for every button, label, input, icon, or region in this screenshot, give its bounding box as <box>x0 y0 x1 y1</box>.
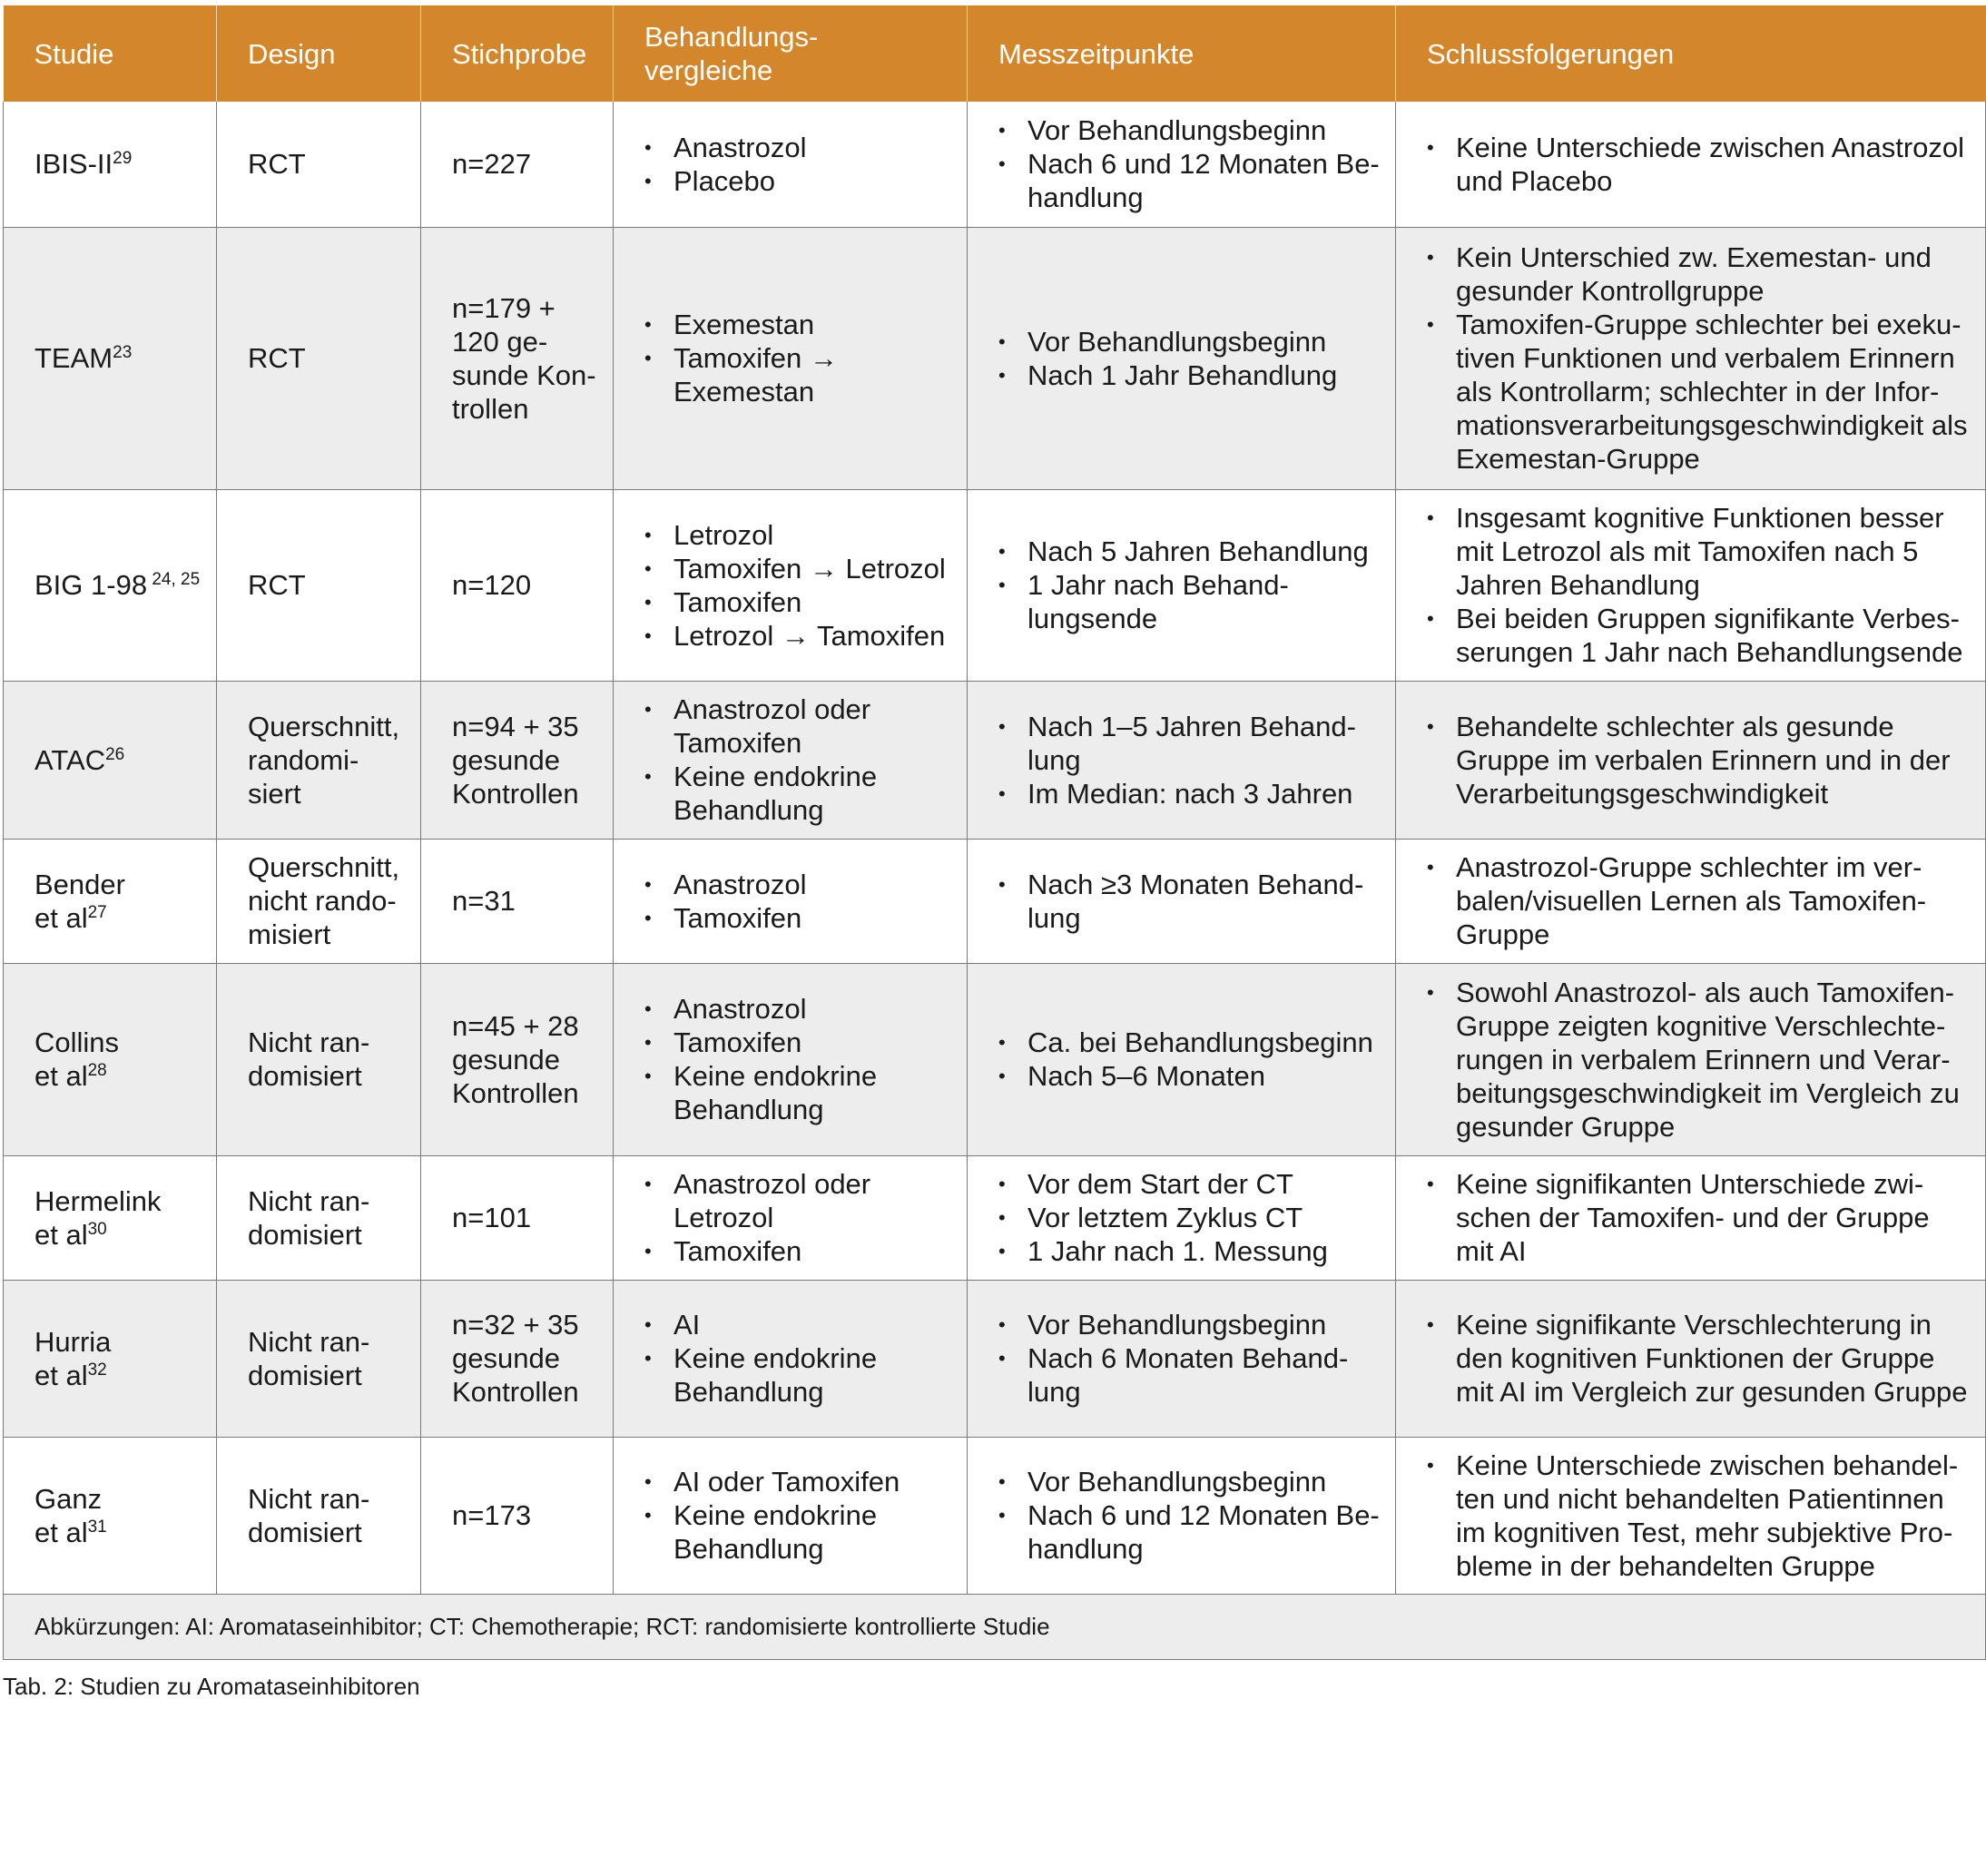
list-item <box>1423 1449 1971 1583</box>
bullet-icon: • <box>998 714 1006 738</box>
list-item <box>641 1498 952 1566</box>
cell-behandlungsvergleiche <box>614 963 968 1155</box>
header-messzeitpunkte: Messzeitpunkte <box>968 5 1396 102</box>
table-row <box>4 963 1986 1155</box>
cell-stichprobe-text: n=32 + 35 gesunde Kontrollen <box>452 1309 579 1408</box>
list-item-text: Nach 5 Jahren Behandlung <box>1027 535 1369 567</box>
list-item-text: Anastrozol-Gruppe schlechter im ver- balen/visuellen Lernen als Tamoxifen- Gruppe <box>1456 851 1927 950</box>
cell-design-text: Querschnitt, randomi- siert <box>248 710 400 810</box>
list-item-text: AI oder Tamoxifen <box>673 1466 900 1498</box>
cell-studie <box>4 102 217 227</box>
cell-design <box>217 102 421 227</box>
cell-schlussfolgerungen-list <box>1423 501 1971 669</box>
bullet-icon: • <box>644 765 652 788</box>
list-item-text: Nach ≥3 Monaten Behand- lung <box>1027 868 1364 934</box>
cell-stichprobe-text: n=227 <box>452 148 532 181</box>
list-item-text: Letrozol <box>673 518 774 551</box>
list-item-text: Keine endokrine Behandlung <box>673 1342 878 1408</box>
cell-stichprobe-text: n=94 + 35 gesunde Kontrollen <box>452 710 579 810</box>
bullet-icon: • <box>1427 714 1434 738</box>
cell-schlussfolgerungen-list <box>1423 1449 1971 1583</box>
bullet-icon: • <box>1427 856 1434 879</box>
cell-stichprobe <box>421 963 614 1155</box>
cell-schlussfolgerungen-list <box>1423 710 1971 810</box>
table-caption: Tab. 2: Studien zu Aromataseinhibitoren <box>3 1673 420 1700</box>
bullet-icon: • <box>998 1347 1006 1370</box>
bullet-icon: • <box>998 781 1006 805</box>
cell-design-text: RCT <box>248 342 306 374</box>
bullet-icon: • <box>1427 980 1434 1004</box>
cell-design-text: RCT <box>248 148 306 181</box>
bullet-icon: • <box>644 1240 652 1262</box>
list-item-text: Vor Behandlungsbeginn <box>1027 1309 1327 1341</box>
bullet-icon: • <box>998 1313 1006 1336</box>
cell-behandlungsvergleiche-list <box>641 131 952 198</box>
list-item <box>1423 850 1971 951</box>
list-item <box>995 359 1381 392</box>
list-item-text: Keine Unterschiede zwischen behandel- ten und nicht behandelten Patientinnen im kognitiven Test, mehr subjektive Pro- bleme in der behandelten Gruppe <box>1456 1449 1959 1582</box>
cell-studie <box>4 1437 217 1594</box>
cell-stichprobe-text: n=101 <box>452 1202 532 1233</box>
bullet-icon: • <box>644 1173 652 1195</box>
list-item <box>641 992 952 1026</box>
list-item <box>995 1201 1381 1234</box>
cell-messzeitpunkte <box>968 963 1396 1155</box>
reference-superscript: 32 <box>87 1360 107 1380</box>
cell-schlussfolgerungen-list <box>1423 241 1971 476</box>
table-row <box>4 1280 1986 1437</box>
cell-design <box>217 227 421 489</box>
list-item <box>641 518 952 552</box>
list-item <box>641 1341 952 1409</box>
cell-messzeitpunkte-list <box>995 535 1381 635</box>
list-item <box>641 901 952 935</box>
list-item <box>1423 308 1971 476</box>
cell-stichprobe-text: n=31 <box>452 885 516 917</box>
list-item-text: Vor Behandlungsbeginn <box>1027 114 1327 147</box>
list-item-text: Tamoxifen <box>673 1235 802 1267</box>
list-item-text: Anastrozol oder Tamoxifen <box>673 693 871 759</box>
list-item <box>1423 1167 1971 1268</box>
cell-schlussfolgerungen <box>1396 1437 1986 1594</box>
list-item <box>995 147 1381 214</box>
cell-schlussfolgerungen <box>1396 963 1986 1155</box>
cell-behandlungsvergleiche-list <box>641 1465 952 1566</box>
list-item <box>995 1234 1381 1268</box>
cell-design <box>217 839 421 963</box>
cell-behandlungsvergleiche <box>614 681 968 839</box>
cell-studie-text: BIG 1-98 <box>34 569 148 601</box>
cell-stichprobe <box>421 489 614 681</box>
cell-design <box>217 1437 421 1594</box>
list-item-text: Nach 6 Monaten Behand- lung <box>1027 1342 1349 1408</box>
list-item-text: Tamoxifen-Gruppe schlechter bei exeku- tiven Funktionen und verbalem Erinnern als Kontrollarm; schlechter in der Infor- mationsverarbeitungsgeschwindigkeit als Exemestan-Gruppe <box>1456 309 1968 475</box>
list-item-text: Keine endokrine Behandlung <box>673 761 878 826</box>
list-item <box>995 1498 1381 1566</box>
bullet-icon: • <box>644 1031 652 1054</box>
reference-superscript: 27 <box>87 902 107 922</box>
list-item-text: Bei beiden Gruppen signifikante Verbes- serungen 1 Jahr nach Behandlungsende <box>1456 603 1963 668</box>
cell-stichprobe <box>421 227 614 489</box>
list-item <box>1423 501 1971 602</box>
cell-schlussfolgerungen <box>1396 227 1986 489</box>
bullet-icon: • <box>998 1470 1006 1493</box>
cell-behandlungsvergleiche <box>614 102 968 227</box>
table-row <box>4 839 1986 963</box>
cell-behandlungsvergleiche <box>614 1155 968 1280</box>
cell-messzeitpunkte-list <box>995 113 1381 214</box>
table-body <box>4 102 1986 1659</box>
list-item <box>641 692 952 760</box>
list-item <box>641 619 952 653</box>
bullet-icon: • <box>1427 506 1434 529</box>
cell-messzeitpunkte <box>968 1437 1396 1594</box>
cell-schlussfolgerungen-list <box>1423 1308 1971 1409</box>
list-item <box>995 113 1381 147</box>
reference-superscript: 28 <box>87 1061 107 1080</box>
cell-stichprobe <box>421 102 614 227</box>
list-item <box>641 868 952 901</box>
cell-behandlungsvergleiche-list <box>641 868 952 935</box>
list-item <box>995 1059 1381 1093</box>
table-header-row <box>4 5 1986 102</box>
header-schlussfolgerungen: Schlussfolgerungen <box>1396 5 1986 102</box>
list-item <box>641 164 952 198</box>
cell-schlussfolgerungen-list <box>1423 131 1971 198</box>
cell-studie <box>4 839 217 963</box>
bullet-icon: • <box>644 624 652 647</box>
list-item <box>995 1308 1381 1341</box>
bullet-icon: • <box>1427 1173 1434 1195</box>
bullet-icon: • <box>644 169 652 192</box>
bullet-icon: • <box>644 1470 652 1493</box>
cell-stichprobe <box>421 1280 614 1437</box>
cell-studie <box>4 1280 217 1437</box>
list-item <box>641 1308 952 1341</box>
bullet-icon: • <box>998 1065 1006 1087</box>
list-item-text: Sowohl Anastrozol- als auch Tamoxifen- Gruppe zeigten kognitive Verschlechte- rungen in verbalem Erinnern und Verar- beitungsgeschwindigkeit im Vergleich zu gesunder Gruppe <box>1456 976 1960 1143</box>
list-item-text: Letrozol → Tamoxifen <box>673 619 946 652</box>
list-item <box>1423 710 1971 810</box>
bullet-icon: • <box>998 119 1006 142</box>
cell-behandlungsvergleiche <box>614 1280 968 1437</box>
cell-behandlungsvergleiche-list <box>641 992 952 1126</box>
bullet-icon: • <box>998 1504 1006 1527</box>
bullet-icon: • <box>998 1031 1006 1054</box>
bullet-icon: • <box>998 540 1006 563</box>
list-item-text: Nach 6 und 12 Monaten Be- handlung <box>1027 148 1380 214</box>
bullet-icon: • <box>644 698 652 721</box>
table-row <box>4 1155 1986 1280</box>
table-row <box>4 102 1986 227</box>
list-item <box>995 1026 1381 1059</box>
cell-schlussfolgerungen-list <box>1423 1167 1971 1268</box>
cell-design <box>217 489 421 681</box>
bullet-icon: • <box>644 313 652 336</box>
cell-schlussfolgerungen <box>1396 1155 1986 1280</box>
cell-studie-text: IBIS-II <box>34 148 113 181</box>
cell-stichprobe-text: n=173 <box>452 1499 532 1531</box>
list-item <box>641 131 952 164</box>
list-item-text: Kein Unterschied zw. Exemestan- und gesunder Kontrollgruppe <box>1456 241 1932 307</box>
list-item-text: Placebo <box>673 164 776 197</box>
list-item <box>995 710 1381 777</box>
table-row <box>4 489 1986 681</box>
list-item <box>995 868 1381 935</box>
cell-design <box>217 963 421 1155</box>
list-item-text: Anastrozol <box>673 868 807 900</box>
list-item-text: Insgesamt kognitive Funktionen besser mit Letrozol als mit Tamoxifen nach 5 Jahren Behandlung <box>1456 502 1944 601</box>
cell-behandlungsvergleiche-list <box>641 1308 952 1409</box>
bullet-icon: • <box>644 997 652 1020</box>
reference-superscript: 29 <box>113 149 133 169</box>
header-stichprobe: Stichprobe <box>421 5 614 102</box>
bullet-icon: • <box>644 872 652 896</box>
list-item-text: Anastrozol <box>673 993 807 1025</box>
cell-stichprobe <box>421 1437 614 1594</box>
list-item <box>641 1059 952 1126</box>
cell-studie <box>4 1155 217 1280</box>
cell-messzeitpunkte <box>968 1155 1396 1280</box>
cell-messzeitpunkte <box>968 681 1396 839</box>
bullet-icon: • <box>644 523 652 546</box>
bullet-icon: • <box>644 906 652 929</box>
cell-studie <box>4 963 217 1155</box>
cell-messzeitpunkte-list <box>995 710 1381 810</box>
bullet-icon: • <box>998 1240 1006 1262</box>
cell-messzeitpunkte <box>968 102 1396 227</box>
list-item-text: Tamoxifen <box>673 901 802 934</box>
list-item <box>641 585 952 619</box>
list-item-text: Keine signifikante Verschlechterung in den kognitiven Funktionen der Gruppe mit AI im Vergleich zur gesunden Gruppe <box>1456 1309 1968 1408</box>
list-item-text: 1 Jahr nach Behand- lungsende <box>1027 569 1289 634</box>
bullet-icon: • <box>998 363 1006 387</box>
cell-stichprobe <box>421 1155 614 1280</box>
bullet-icon: • <box>998 574 1006 596</box>
bullet-icon: • <box>644 590 652 614</box>
cell-studie-text: Hurria et al <box>34 1325 112 1391</box>
list-item <box>641 341 952 408</box>
bullet-icon: • <box>998 872 1006 896</box>
list-item <box>995 535 1381 568</box>
list-item <box>995 777 1381 810</box>
list-item-text: Tamoxifen <box>673 585 802 618</box>
list-item-text: Anastrozol <box>673 131 807 163</box>
bullet-icon: • <box>644 556 652 580</box>
cell-behandlungsvergleiche <box>614 489 968 681</box>
header-design: Design <box>217 5 421 102</box>
bullet-icon: • <box>1427 313 1434 336</box>
cell-messzeitpunkte <box>968 489 1396 681</box>
list-item <box>995 325 1381 359</box>
list-item <box>641 1465 952 1498</box>
cell-messzeitpunkte <box>968 839 1396 963</box>
list-item <box>995 1341 1381 1409</box>
list-item <box>1423 602 1971 669</box>
cell-studie-text: Bender et al <box>34 868 125 934</box>
list-item <box>1423 1308 1971 1409</box>
reference-superscript: 31 <box>87 1517 107 1537</box>
reference-superscript: 26 <box>105 744 125 764</box>
bullet-icon: • <box>644 1065 652 1087</box>
cell-messzeitpunkte-list <box>995 1026 1381 1093</box>
bullet-icon: • <box>1427 135 1434 159</box>
bullet-icon: • <box>998 329 1006 353</box>
bullet-icon: • <box>644 1504 652 1527</box>
cell-behandlungsvergleiche <box>614 1437 968 1594</box>
cell-behandlungsvergleiche <box>614 227 968 489</box>
cell-schlussfolgerungen <box>1396 489 1986 681</box>
list-item-text: Vor letztem Zyklus CT <box>1027 1202 1303 1233</box>
list-item-text: Exemestan <box>673 309 815 340</box>
cell-design <box>217 681 421 839</box>
cell-behandlungsvergleiche-list <box>641 1167 952 1268</box>
bullet-icon: • <box>644 135 652 159</box>
cell-design-text: Nicht ran- domisiert <box>248 1482 370 1548</box>
cell-schlussfolgerungen <box>1396 102 1986 227</box>
list-item-text: Tamoxifen → Exemestan <box>673 342 838 408</box>
list-item <box>641 1026 952 1059</box>
cell-design <box>217 1280 421 1437</box>
cell-stichprobe-text: n=45 + 28 gesunde Kontrollen <box>452 1009 579 1109</box>
list-item-text: Nach 5–6 Monaten <box>1027 1060 1265 1092</box>
cell-behandlungsvergleiche-list <box>641 308 952 408</box>
cell-messzeitpunkte-list <box>995 325 1381 392</box>
bullet-icon: • <box>644 347 652 369</box>
list-item-text: Vor Behandlungsbeginn <box>1027 1466 1327 1498</box>
list-item-text: Vor Behandlungsbeginn <box>1027 325 1327 358</box>
cell-schlussfolgerungen-list <box>1423 976 1971 1144</box>
cell-studie-text: Collins et al <box>34 1026 120 1092</box>
cell-stichprobe <box>421 681 614 839</box>
list-item <box>641 308 952 341</box>
list-item-text: Im Median: nach 3 Jahren <box>1027 777 1353 810</box>
cell-messzeitpunkte-list <box>995 1308 1381 1409</box>
header-studie: Studie <box>4 5 217 102</box>
list-item-text: Keine endokrine Behandlung <box>673 1060 878 1125</box>
cell-behandlungsvergleiche-list <box>641 692 952 827</box>
cell-schlussfolgerungen <box>1396 1280 1986 1437</box>
list-item <box>1423 131 1971 198</box>
bullet-icon: • <box>998 1206 1006 1229</box>
list-item <box>995 1167 1381 1201</box>
bullet-icon: • <box>1427 607 1434 630</box>
cell-stichprobe-text: n=120 <box>452 569 532 601</box>
cell-design-text: RCT <box>248 569 306 601</box>
cell-studie-text: TEAM <box>34 342 113 374</box>
list-item-text: Nach 1–5 Jahren Behand- lung <box>1027 710 1356 776</box>
bullet-icon: • <box>644 1313 652 1336</box>
cell-design <box>217 1155 421 1280</box>
cell-behandlungsvergleiche-list <box>641 518 952 653</box>
list-item-text: Tamoxifen → Letrozol <box>673 552 946 584</box>
list-item <box>1423 976 1971 1144</box>
cell-studie <box>4 227 217 489</box>
cell-studie-text: ATAC <box>34 743 106 776</box>
table-row <box>4 227 1986 489</box>
cell-schlussfolgerungen-list <box>1423 850 1971 951</box>
reference-superscript: 24, 25 <box>147 570 201 589</box>
reference-superscript: 23 <box>113 343 133 362</box>
cell-behandlungsvergleiche <box>614 839 968 963</box>
list-item <box>641 760 952 827</box>
cell-schlussfolgerungen <box>1396 839 1986 963</box>
list-item-text: Nach 6 und 12 Monaten Be- handlung <box>1027 1499 1380 1565</box>
list-item-text: Tamoxifen <box>673 1026 802 1058</box>
list-item-text: Keine endokrine Behandlung <box>673 1499 878 1565</box>
bullet-icon: • <box>998 1173 1006 1195</box>
list-item-text: Keine Unterschiede zwischen Anastrozol und Placebo <box>1456 131 1965 197</box>
list-item <box>995 1465 1381 1498</box>
list-item-text: Nach 1 Jahr Behandlung <box>1027 359 1338 391</box>
list-item-text: Anastrozol oder Letrozol <box>673 1168 871 1233</box>
cell-stichprobe-text: n=179 + 120 ge- sunde Kon- trollen <box>452 291 596 425</box>
list-item-text: Behandelte schlechter als gesunde Gruppe im verbalen Erinnern und in der Verarbeitungsgeschwindigkeit <box>1456 710 1951 810</box>
bullet-icon: • <box>1427 1453 1434 1477</box>
cell-studie-text: Ganz et al <box>34 1482 103 1548</box>
bullet-icon: • <box>1427 246 1434 269</box>
bullet-icon: • <box>644 1347 652 1370</box>
cell-design-text: Nicht ran- domisiert <box>248 1184 370 1251</box>
cell-messzeitpunkte <box>968 1280 1396 1437</box>
cell-studie <box>4 489 217 681</box>
bullet-icon: • <box>1427 1313 1434 1336</box>
cell-stichprobe <box>421 839 614 963</box>
footnote-row <box>4 1594 1986 1659</box>
studies-table <box>3 5 1986 1660</box>
list-item <box>995 568 1381 635</box>
list-item-text: Ca. bei Behandlungsbeginn <box>1027 1026 1373 1058</box>
table-row <box>4 681 1986 839</box>
cell-design-text: Nicht ran- domisiert <box>248 1026 370 1092</box>
cell-messzeitpunkte-list <box>995 1167 1381 1268</box>
cell-schlussfolgerungen <box>1396 681 1986 839</box>
list-item-text: AI <box>673 1309 701 1341</box>
cell-design-text: Querschnitt, nicht rando- misiert <box>248 851 400 950</box>
cell-studie-text: Hermelink et al <box>34 1184 162 1251</box>
table-row <box>4 1437 1986 1594</box>
header-behandlungsvergleiche: Behandlungs- vergleiche <box>614 5 968 102</box>
cell-messzeitpunkte-list <box>995 1465 1381 1566</box>
list-item <box>1423 241 1971 308</box>
cell-messzeitpunkte-list <box>995 868 1381 935</box>
list-item-text: Vor dem Start der CT <box>1027 1168 1293 1200</box>
cell-messzeitpunkte <box>968 227 1396 489</box>
abbreviations-footnote: Abkürzungen: AI: Aromataseinhibitor; CT: Chemotherapie; RCT: randomisierte kontrollierte Studie <box>4 1594 1986 1659</box>
cell-studie <box>4 681 217 839</box>
list-item-text: 1 Jahr nach 1. Messung <box>1027 1235 1328 1267</box>
list-item <box>641 552 952 585</box>
list-item <box>641 1167 952 1234</box>
list-item-text: Keine signifikanten Unterschiede zwi- schen der Tamoxifen- und der Gruppe mit AI <box>1456 1168 1930 1267</box>
bullet-icon: • <box>998 152 1006 176</box>
cell-design-text: Nicht ran- domisiert <box>248 1325 370 1391</box>
reference-superscript: 30 <box>87 1219 107 1239</box>
list-item <box>641 1234 952 1268</box>
